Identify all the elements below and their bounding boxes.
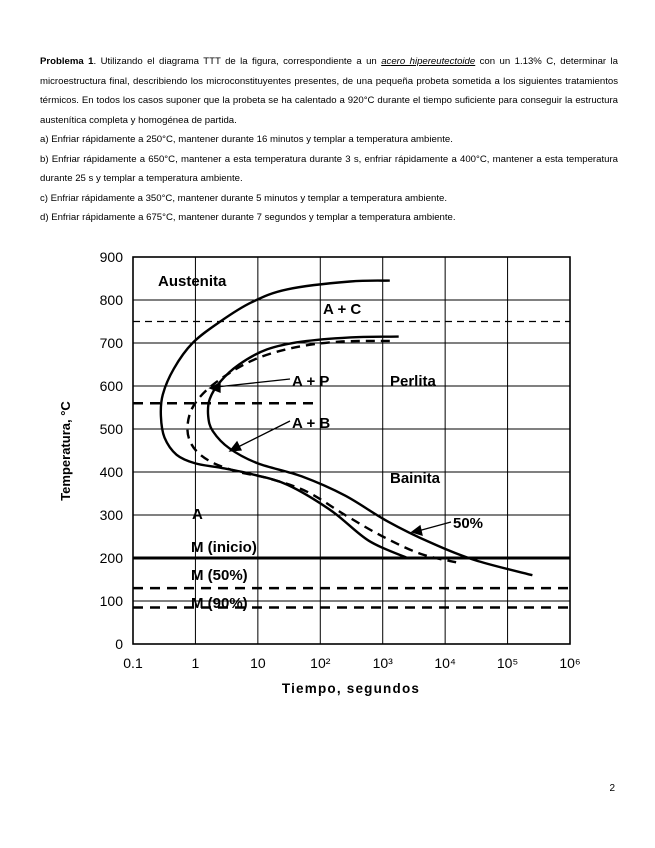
label-a: A (192, 506, 203, 523)
problem-intro (40, 52, 618, 130)
x-axis-label: Tiempo, segundos (281, 681, 421, 696)
label-a-plus-p: A + P (292, 373, 330, 390)
label-austenita: Austenita (158, 273, 227, 290)
item-b: b) Enfriar rápidamente a 650°C, mantener a esta temperatura durante 3 s, enfriar rápidamente a 400°C, mantener a esta temperatura durante 25 s y templar a temperatura ambiente. (40, 153, 618, 184)
label-a-plus-b: A + B (292, 415, 331, 432)
intro-emphasis: acero hipereutectoide (381, 56, 476, 67)
label-m-90: M (90%) (191, 595, 248, 612)
x-tick-label: 10⁴ (434, 655, 456, 671)
y-tick-label: 900 (99, 249, 123, 265)
y-tick-label: 500 (99, 421, 123, 437)
arrow-50-percent (418, 522, 451, 531)
x-tick-label: 10² (310, 655, 331, 671)
item-a: a) Enfriar rápidamente a 250°C, mantener durante 16 minutos y templar a temperatura ambiente. (40, 134, 453, 145)
label-m-inicio: M (inicio) (191, 539, 257, 556)
y-tick-label: 700 (99, 335, 123, 351)
arrowhead-a-plus-b (230, 442, 241, 451)
intro-text-2: con un 1.13% C, determinar la microestructura final, describiendo los microconstituyentes presentes, de una pequeña probeta sometida a los siguientes tratamientos térmicos. En todos los casos suponer que la probeta se ha calentado a 920°C durante el tiempo suficiente para conseguir la estructura austenítica completa y homogénea de partida. (40, 56, 618, 126)
x-tick-label: 10⁵ (496, 655, 519, 671)
x-tick-label: 10³ (372, 655, 393, 671)
y-tick-label: 400 (99, 464, 123, 480)
problem-title: Problema 1 (40, 56, 94, 67)
y-tick-label: 0 (115, 636, 123, 652)
y-tick-label: 300 (99, 507, 123, 523)
item-d: d) Enfriar rápidamente a 675°C, mantener durante 7 segundos y templar a temperatura ambiente. (40, 212, 456, 223)
label-perlita: Perlita (390, 373, 436, 390)
y-tick-label: 100 (99, 593, 123, 609)
x-tick-label: 1 (191, 655, 200, 671)
label-bainita: Bainita (390, 470, 441, 487)
problem-statement (40, 52, 618, 228)
y-tick-label: 800 (99, 292, 123, 308)
item-c: c) Enfriar rápidamente a 350°C, mantener durante 5 minutos y templar a temperatura ambiente. (40, 192, 447, 204)
y-tick-label: 200 (99, 550, 123, 566)
y-axis-label: Temperatura, °C (58, 401, 73, 501)
ttt-diagram (40, 230, 630, 705)
label-m-50: M (50%) (191, 567, 248, 584)
x-tick-label: 0.1 (123, 655, 143, 671)
intro-text-1: . Utilizando el diagrama TTT de la figura, correspondiente a un (93, 56, 382, 67)
page-number: 2 (609, 783, 615, 794)
label-a-plus-c: A + C (323, 301, 362, 318)
x-tick-label: 10 (250, 655, 266, 671)
label-50-percent: 50% (453, 515, 484, 532)
x-tick-label: 10⁶ (559, 655, 581, 671)
arrow-a-plus-b (236, 421, 290, 448)
y-tick-label: 600 (99, 378, 123, 394)
